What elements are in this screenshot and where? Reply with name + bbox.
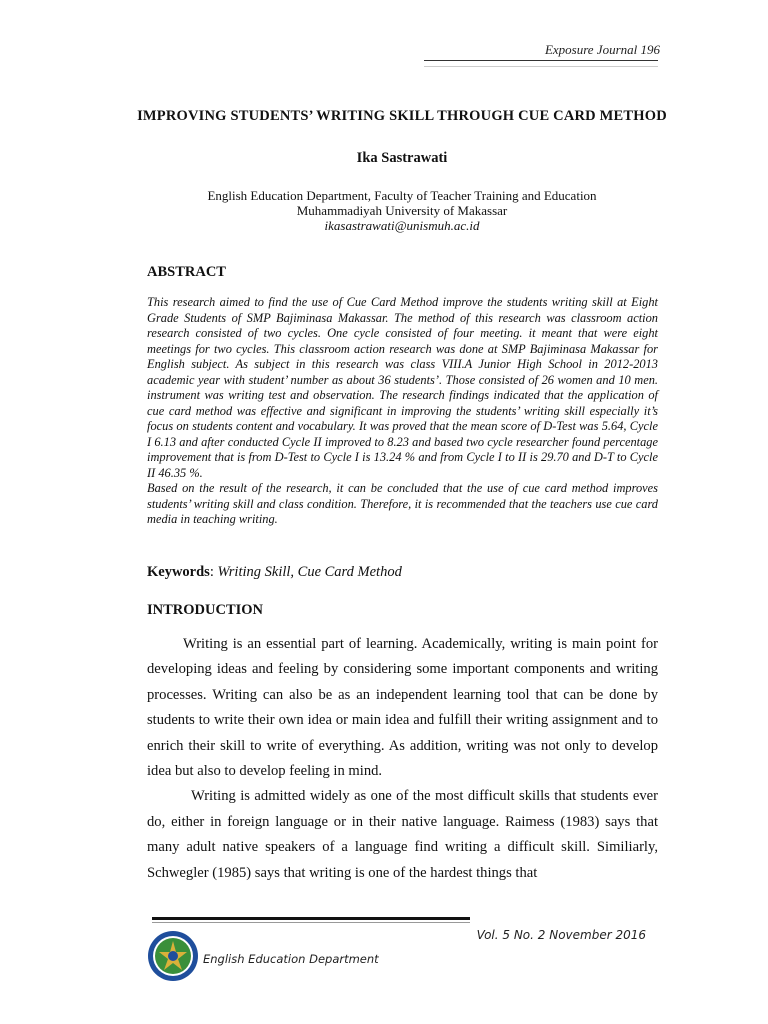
keywords-label: Keywords <box>147 564 210 580</box>
introduction-heading: INTRODUCTION <box>147 602 264 618</box>
keywords <box>147 564 402 581</box>
university-seal-icon <box>147 930 199 982</box>
abstract-paragraph-2: Based on the result of the research, it can be concluded that the use of cue card method improves students’ writing skill and class condition. Therefore, it is recommended that the teachers use cue card media in teaching writing. <box>147 481 658 526</box>
affiliation-line-1: English Education Department, Faculty of Teacher Training and Education <box>207 188 597 203</box>
header-rule-light <box>424 66 658 67</box>
header-rule <box>424 60 658 61</box>
department-name: English Education Department <box>203 952 379 966</box>
introduction-paragraph-2: Writing is admitted widely as one of the most difficult skills that students ever do, either in foreign language or in their native language. Raimess (1983) says that many adult native speakers of a language find writing a difficult skill. Similiarly, Schwegler (1985) says that writing is one of the hardest things that <box>147 788 658 881</box>
footer-rule <box>152 917 470 920</box>
introduction-body <box>147 632 658 886</box>
abstract-paragraph-1: This research aimed to find the use of Cue Card Method improve the students writing skill at Eight Grade Students of SMP Bajiminasa Makassar. The method of this research was classroom action research consisted of two cycles. One cycle consisted of four meeting. it meant that were eight meetings for two cycles. This classroom action research was done at SMP Bajiminasa Makassar for English subject. As subject in this research was class VIII.A Junior High School in 2012-2013 academic year with student’ number as about 36 students’. Those consisted of 26 women and 10 men. instrument was writing test and observation. The research findings indicated that the application of cue card method was effective and significant in improving the students’ writing skill especially it’s focus on students content and vocabulary. It was proved that the mean score of D-Test was 5.64, Cycle I 6.13 and after conducted Cycle II improved to 8.23 and based two cycle researcher found percentage improvement that is from D-Test to Cycle I is 13.24 % and from Cycle I to II is 29.70 and D-T to Cycle II 46.35 %. <box>147 295 658 480</box>
author-email: ikasastrawati@unismuh.ac.id <box>324 218 480 233</box>
affiliation-line-2: Muhammadiyah University of Makassar <box>296 203 508 218</box>
running-head: Exposure Journal 196 <box>544 42 660 57</box>
introduction-paragraph-1: Writing is an essential part of learning. Academically, writing is main point for developing ideas and feeling by considering some important components and writing processes. Writing can also be as an independent learning tool that can be done by students to write their own idea or main idea and fulfill their writing assignment and to enrich their skill to write of everything. As addition, writing was not only to develop idea but also to develop feeling in mind. <box>147 636 658 780</box>
keywords-value: Writing Skill, Cue Card Method <box>213 564 402 580</box>
abstract-heading: ABSTRACT <box>147 264 226 280</box>
abstract-body <box>147 295 658 528</box>
keywords-separator: : <box>209 564 214 580</box>
author-affiliation <box>120 188 684 233</box>
author-name: Ika Sastrawati <box>356 150 448 166</box>
volume-info: Vol. 5 No. 2 November 2016 <box>476 928 646 942</box>
paper-title: IMPROVING STUDENTS’ WRITING SKILL THROUGH CUE CARD METHOD <box>137 108 667 124</box>
footer-rule-light <box>152 922 470 923</box>
